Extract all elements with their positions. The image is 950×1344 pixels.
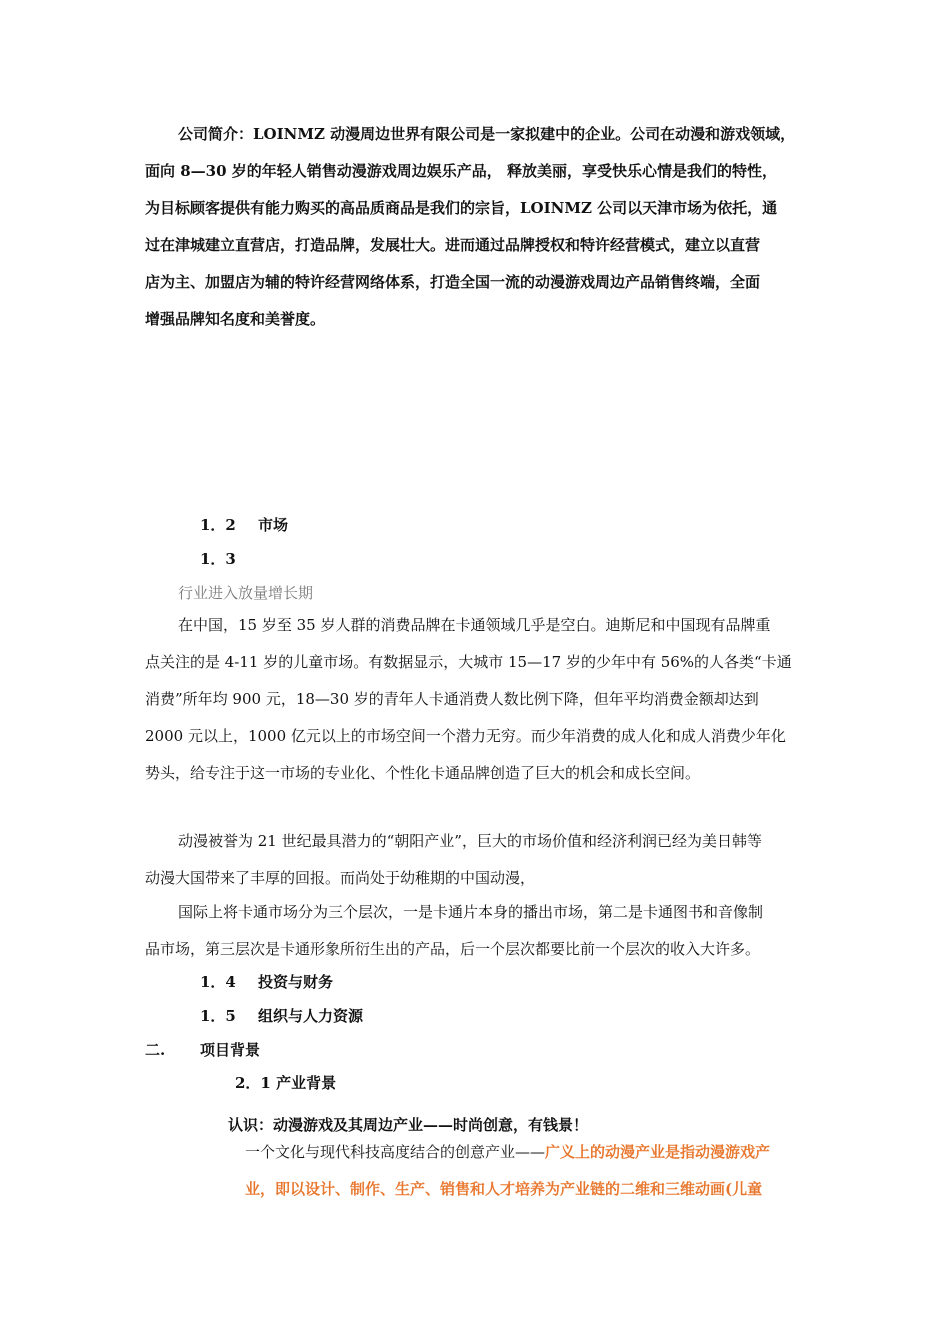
section-1-5-number: 1．5 — [200, 1007, 236, 1025]
intro-line-5: 店为主、加盟店为辅的特许经营网络体系，打造全国一流的动漫游戏周边产品销售终端，全面 — [145, 273, 761, 291]
section-1-2-number: 1．2 — [200, 516, 236, 534]
industry-line-1-plain: 一个文化与现代科技高度结合的创意产业—— — [245, 1143, 546, 1161]
section-1-2-title: 市场 — [258, 516, 289, 534]
section-1-3-number: 1．3 — [200, 550, 236, 568]
intro-line-2: 面向 8—30 岁的年轻人销售动漫游戏周边娱乐产品， 释放美丽，享受快乐心情是我们的特性， — [145, 162, 777, 180]
market-line-4: 2000 元以上，1000 亿元以上的市场空间一个潜力无穷。而少年消费的成人化和成人消费少年化 — [145, 727, 786, 745]
sunrise-industry-paragraph — [145, 823, 805, 897]
section-2-1-heading: 2．1 产业背景 — [235, 1074, 337, 1092]
market-line-3: 消费”所年均 900 元，18—30 岁的青年人卡通消费人数比例下降，但年平均消费金额却达到 — [145, 690, 759, 708]
section-2-title: 项目背景 — [200, 1041, 261, 1059]
section-2-heading — [145, 1040, 260, 1060]
intro-line-1: 公司简介：LOINMZ 动漫周边世界有限公司是一家拟建中的企业。公司在动漫和游戏领域， — [178, 125, 796, 143]
section-1-3-heading — [200, 549, 258, 569]
market-line-1: 在中国，15 岁至 35 岁人群的消费品牌在卡通领域几乎是空白。迪斯尼和中国现有品牌重 — [178, 616, 771, 634]
market-layers-paragraph — [145, 894, 805, 968]
industry-definition-paragraph — [245, 1134, 815, 1208]
intro-line-4: 过在津城建立直营店，打造品牌，发展壮大。进而通过品牌授权和特许经营模式，建立以直营 — [145, 236, 761, 254]
intro-line-6: 增强品牌知名度和美誉度。 — [145, 310, 326, 328]
section-1-4-title: 投资与财务 — [258, 973, 334, 991]
industry-line-1-highlight: 广义上的动漫产业是指动漫游戏产 — [545, 1143, 771, 1161]
section-1-4-number: 1．4 — [200, 973, 236, 991]
layers-line-2: 品市场，第三层次是卡通形象所衍生出的产品，后一个层次都要比前一个层次的收入大许多。 — [145, 940, 761, 958]
industry-line-1 — [245, 1134, 815, 1171]
section-1-5-title: 组织与人力资源 — [258, 1007, 364, 1025]
industry-line-2-highlight: 业，即以设计、制作、生产、销售和人才培养为产业链的二维和三维动画(儿童 — [245, 1180, 763, 1198]
market-paragraph — [145, 607, 805, 792]
section-1-4-heading — [200, 972, 333, 992]
sunrise-line-2: 动漫大国带来了丰厚的回报。而尚处于幼稚期的中国动漫， — [145, 869, 536, 887]
sunrise-line-1: 动漫被誉为 21 世纪最具潜力的“朝阳产业”，巨大的市场价值和经济利润已经为美日韩等 — [178, 832, 762, 850]
layers-line-1: 国际上将卡通市场分为三个层次，一是卡通片本身的播出市场，第二是卡通图书和音像制 — [178, 903, 764, 921]
market-line-2: 点关注的是 4-11 岁的儿童市场。有数据显示，大城市 15—17 岁的少年中有 56%的人各类“卡通 — [145, 653, 792, 671]
company-intro-paragraph — [145, 116, 805, 338]
section-1-5-heading — [200, 1006, 363, 1026]
section-1-2-heading — [200, 515, 288, 535]
market-line-5: 势头，给专注于这一市场的专业化、个性化卡通品牌创造了巨大的机会和成长空间。 — [145, 764, 701, 782]
intro-line-3: 为目标顾客提供有能力购买的高品质商品是我们的宗旨，LOINMZ 公司以天津市场为依托，通 — [145, 199, 778, 217]
section-2-number: 二. — [145, 1041, 166, 1059]
recognition-line: 认识：动漫游戏及其周边产业——时尚创意，有钱景！ — [228, 1116, 589, 1134]
growth-heading: 行业进入放量增长期 — [178, 584, 314, 602]
